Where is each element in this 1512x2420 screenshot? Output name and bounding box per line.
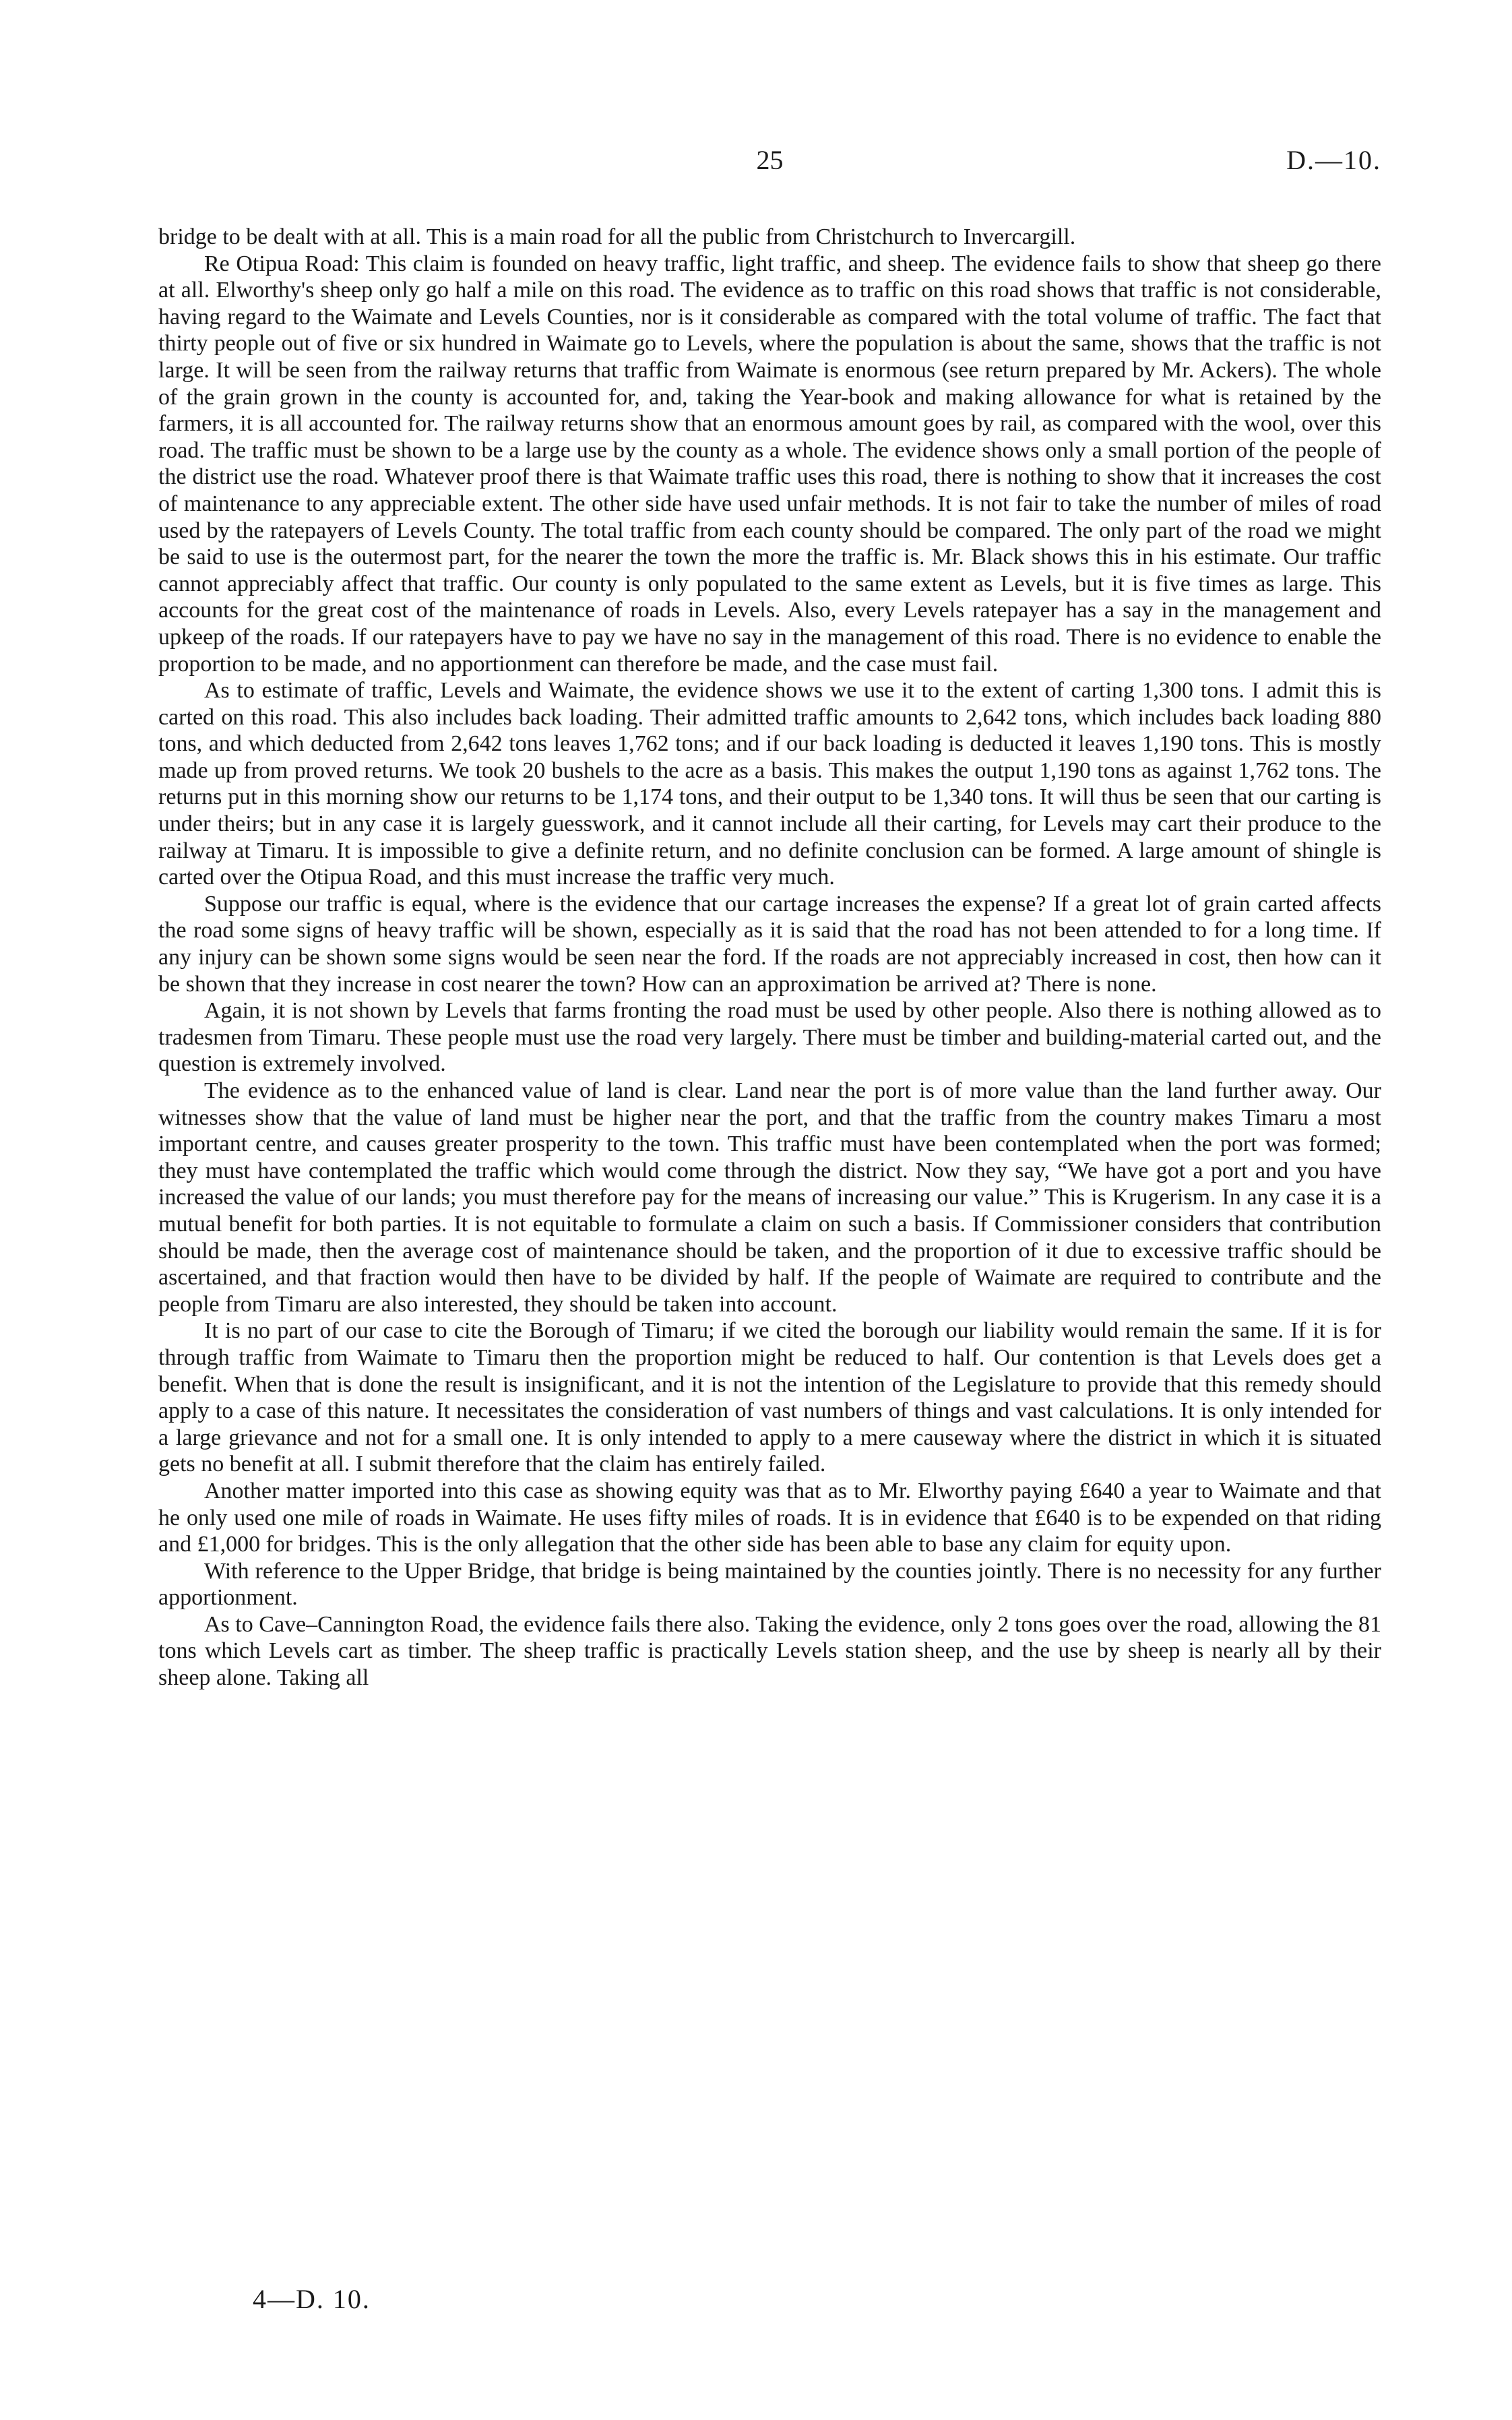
footer-signature: 4—D. 10. [253,2284,371,2314]
paragraph-cartage-expense: Suppose our traffic is equal, where is the evidence that our cartage increases the expense? If a great lot of grain carted affects the road some signs of heavy traffic will be shown, especially as it is said that the road has not been attended to for a long time. If any injury can be shown some signs would be seen near the ford. If the roads are not appreciably increased in cost, then how can it be shown that they increase in cost nearer the town? How can an approximation be arrived at? There is none. [158,891,1381,997]
document-reference: D.—10. [1286,145,1381,175]
page-header [158,144,1381,191]
paragraph-otipua-road: Re Otipua Road: This claim is founded on heavy traffic, light traffic, and sheep. The evidence fails to show that sheep go there at all. Elworthy's sheep only go half a mile on this road. The evidence as to traffic on this road shows that traffic is not considerable, having regard to the Waimate and Levels Counties, nor is it considerable as compared with the total volume of traffic. The fact that thirty people out of five or six hundred in Waimate go to Levels, where the population is about the same, shows that the traffic is not large. It will be seen from the railway returns that traffic from Waimate is enormous (see return prepared by Mr. Ackers). The whole of the grain grown in the county is accounted for, and, taking the Year-book and making allowance for what is retained by the farmers, it is all accounted for. The railway returns show that an enormous amount goes by rail, as compared with the wool, over this road. The traffic must be shown to be a large use by the county as a whole. The evidence shows only a small portion of the people of the district use the road. Whatever proof there is that Waimate traffic uses this road, there is nothing to show that it increases the cost of maintenance to any appreciable extent. The other side have used unfair methods. It is not fair to take the number of miles of road used by the ratepayers of Levels County. The total traffic from each county should be compared. The only part of the road we might be said to use is the outermost part, for the nearer the town the more the traffic is. Mr. Black shows this in his estimate. Our traffic cannot appreciably affect that traffic. Our county is only populated to the same extent as Levels, but it is five times as large. This accounts for the great cost of the maintenance of roads in Levels. Also, every Levels ratepayer has a say in the management and upkeep of the roads. If our ratepayers have to pay we have no say in the management of this road. There is no evidence to enable the proportion to be made, and no apportionment can therefore be made, and the case must fail. [158,251,1381,677]
paragraph-borough-timaru: It is no part of our case to cite the Borough of Timaru; if we cited the borough our liability would remain the same. If it is for through traffic from Waimate to Timaru then the proportion might be reduced to half. Our contention is that Levels does get a benefit. When that is done the result is insignificant, and it is not the intention of the Legislature to provide that this remedy should apply to a case of this nature. It necessitates the consideration of vast numbers of things and vast calculations. It is only intended for a large grievance and not for a small one. It is only intended to apply to a mere causeway where the district in which it is situated gets no benefit at all. I submit therefore that the claim has entirely failed. [158,1318,1381,1477]
paragraph-farms-fronting: Again, it is not shown by Levels that farms fronting the road must be used by other people. Also there is nothing allowed as to tradesmen from Timaru. These people must use the road very largely. There must be timber and building-material carted out, and the question is extremely involved. [158,998,1381,1077]
paragraph-cave-cannington: As to Cave–Cannington Road, the evidence fails there also. Taking the evidence, only 2 tons goes over the road, allowing the 81 tons which Levels cart as timber. The sheep traffic is practically Levels station sheep, and the use by sheep is nearly all by their sheep alone. Taking all [158,1611,1381,1691]
paragraph-land-value: The evidence as to the enhanced value of land is clear. Land near the port is of more value than the land further away. Our witnesses show that the value of land must be higher near the port, and that the traffic from the country makes Timaru a most important centre, and causes greater prosperity to the town. This traffic must have been contemplated when the port was formed; they must have contemplated the traffic which would come through the district. Now they say, “We have got a port and you have increased the value of our lands; you must therefore pay for the means of increasing our value.” This is Krugerism. In any case it is a mutual benefit for both parties. It is not equitable to formulate a claim on such a basis. If Commissioner considers that contribution should be made, then the average cost of maintenance should be taken, and the proportion of it due to excessive traffic should be ascertained, and that fraction would then have to be divided by half. If the people of Waimate are required to contribute and the people from Timaru are also interested, they should be taken into account. [158,1078,1381,1317]
paragraph-traffic-estimate: As to estimate of traffic, Levels and Waimate, the evidence shows we use it to the extent of carting 1,300 tons. I admit this is carted on this road. This also includes back loading. Their admitted traffic amounts to 2,642 tons, which includes back loading 880 tons, and which deducted from 2,642 tons leaves 1,762 tons; and if our back loading is deducted it leaves 1,190 tons. This is mostly made up from proved returns. We took 20 bushels to the acre as a basis. This makes the output 1,190 tons as against 1,762 tons. The returns put in this morning show our returns to be 1,174 tons, and their output to be 1,340 tons. It will thus be seen that our carting is under theirs; but in any case it is largely guesswork, and it cannot include all their carting, for Levels may cart their produce to the railway at Timaru. It is impossible to give a definite return, and no definite conclusion can be formed. A large amount of shingle is carted over the Otipua Road, and this must increase the traffic very much. [158,678,1381,890]
paragraph-upper-bridge: With reference to the Upper Bridge, that bridge is being maintained by the counties jointly. There is no necessity for any further apportionment. [158,1558,1381,1611]
paragraph-elworthy-equity: Another matter imported into this case as showing equity was that as to Mr. Elworthy paying £640 a year to Waimate and that he only used one mile of roads in Waimate. He uses fifty miles of roads. It is in evidence that £640 is to be expended on that riding and £1,000 for bridges. This is the only allegation that the other side has been able to base any claim for equity upon. [158,1478,1381,1557]
paragraph-continuation: bridge to be dealt with at all. This is a main road for all the public from Christchurch to Invercargill. [158,224,1076,249]
body-text [158,224,1381,1692]
page-number: 25 [756,145,784,175]
